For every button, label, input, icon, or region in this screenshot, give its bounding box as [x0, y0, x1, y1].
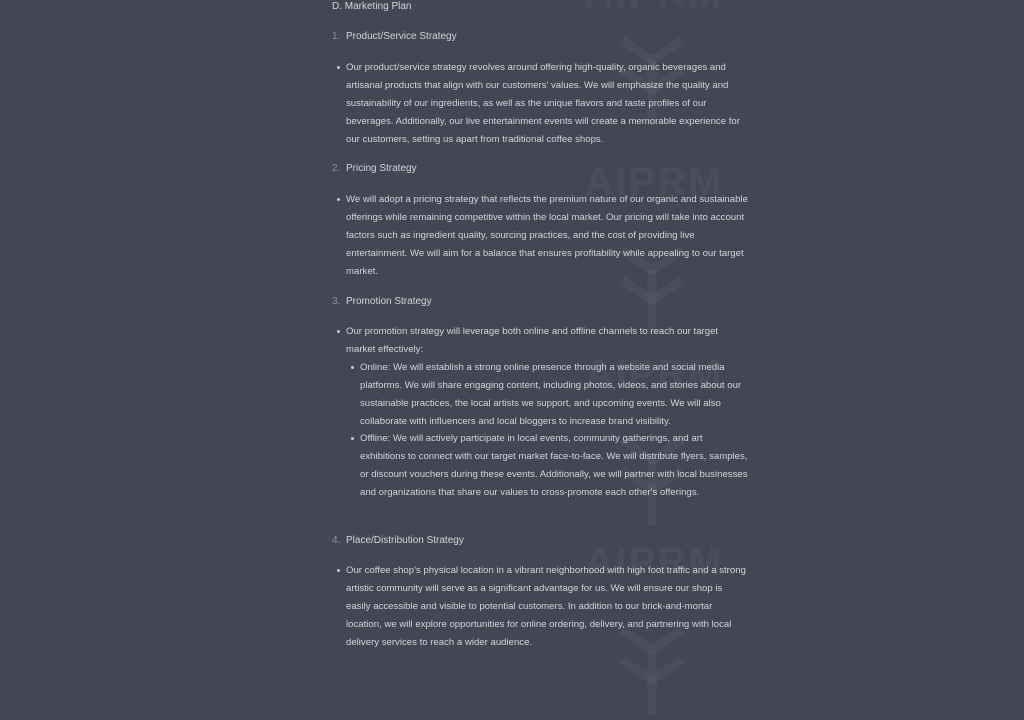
strategy-title: Promotion Strategy — [346, 296, 432, 307]
list-number: 2. — [332, 163, 341, 174]
strategy-title: Pricing Strategy — [346, 163, 417, 174]
strategy-heading — [332, 28, 457, 46]
list-number: 1. — [332, 31, 341, 42]
strategy-bullet: Our promotion strategy will leverage both online and offline channels to reach our target market effectively: — [346, 323, 748, 359]
strategy-title: Product/Service Strategy — [346, 31, 457, 42]
list-number: 4. — [332, 535, 341, 546]
list-number: 3. — [332, 296, 341, 307]
strategy-heading — [332, 532, 464, 550]
strategy-heading — [332, 160, 417, 178]
strategy-title: Place/Distribution Strategy — [346, 535, 464, 546]
strategy-bullet: Our product/service strategy revolves around offering high-quality, organic beverages and artisanal products that align with our customers' values. We will emphasize the quality and sustainability of our ingredients, as well as the unique flavors and taste profiles of our beverages. Additionally, our live entertainment events will create a memorable experience for our customers, setting us apart from traditional coffee shops. — [346, 59, 748, 149]
section-title: D. Marketing Plan — [332, 1, 412, 12]
strategy-bullet: Our coffee shop's physical location in a vibrant neighborhood with high foot traffic and a strong artistic community will serve as a significant advantage for us. We will ensure our shop is easily accessible and visible to potential customers. In addition to our brick-and-mortar location, we will explore opportunities for online ordering, delivery, and partnering with local delivery services to reach a wider audience. — [346, 562, 748, 652]
sub-bullet-online: Online: We will establish a strong online presence through a website and social media platforms. We will share engaging content, including photos, videos, and stories about our sustainable practices, the local artists we support, and upcoming events. We will also collaborate with influencers and local bloggers to increase brand visibility. — [360, 359, 750, 431]
strategy-heading — [332, 293, 432, 311]
sub-bullet-offline: Offline: We will actively participate in local events, community gatherings, and art exhibitions to connect with our target market face-to-face. We will distribute flyers, samples, or discount vouchers during these events. Additionally, we will partner with local businesses and organizations that share our values to cross-promote each other's offerings. — [360, 430, 750, 502]
watermark-text — [574, 0, 734, 17]
strategy-bullet: We will adopt a pricing strategy that reflects the premium nature of our organic and sustainable offerings while remaining competitive within the local market. Our pricing will take into account factors such as ingredient quality, sourcing practices, and the cost of providing live entertainment. We will aim for a balance that ensures profitability while appealing to our target market. — [346, 191, 748, 281]
